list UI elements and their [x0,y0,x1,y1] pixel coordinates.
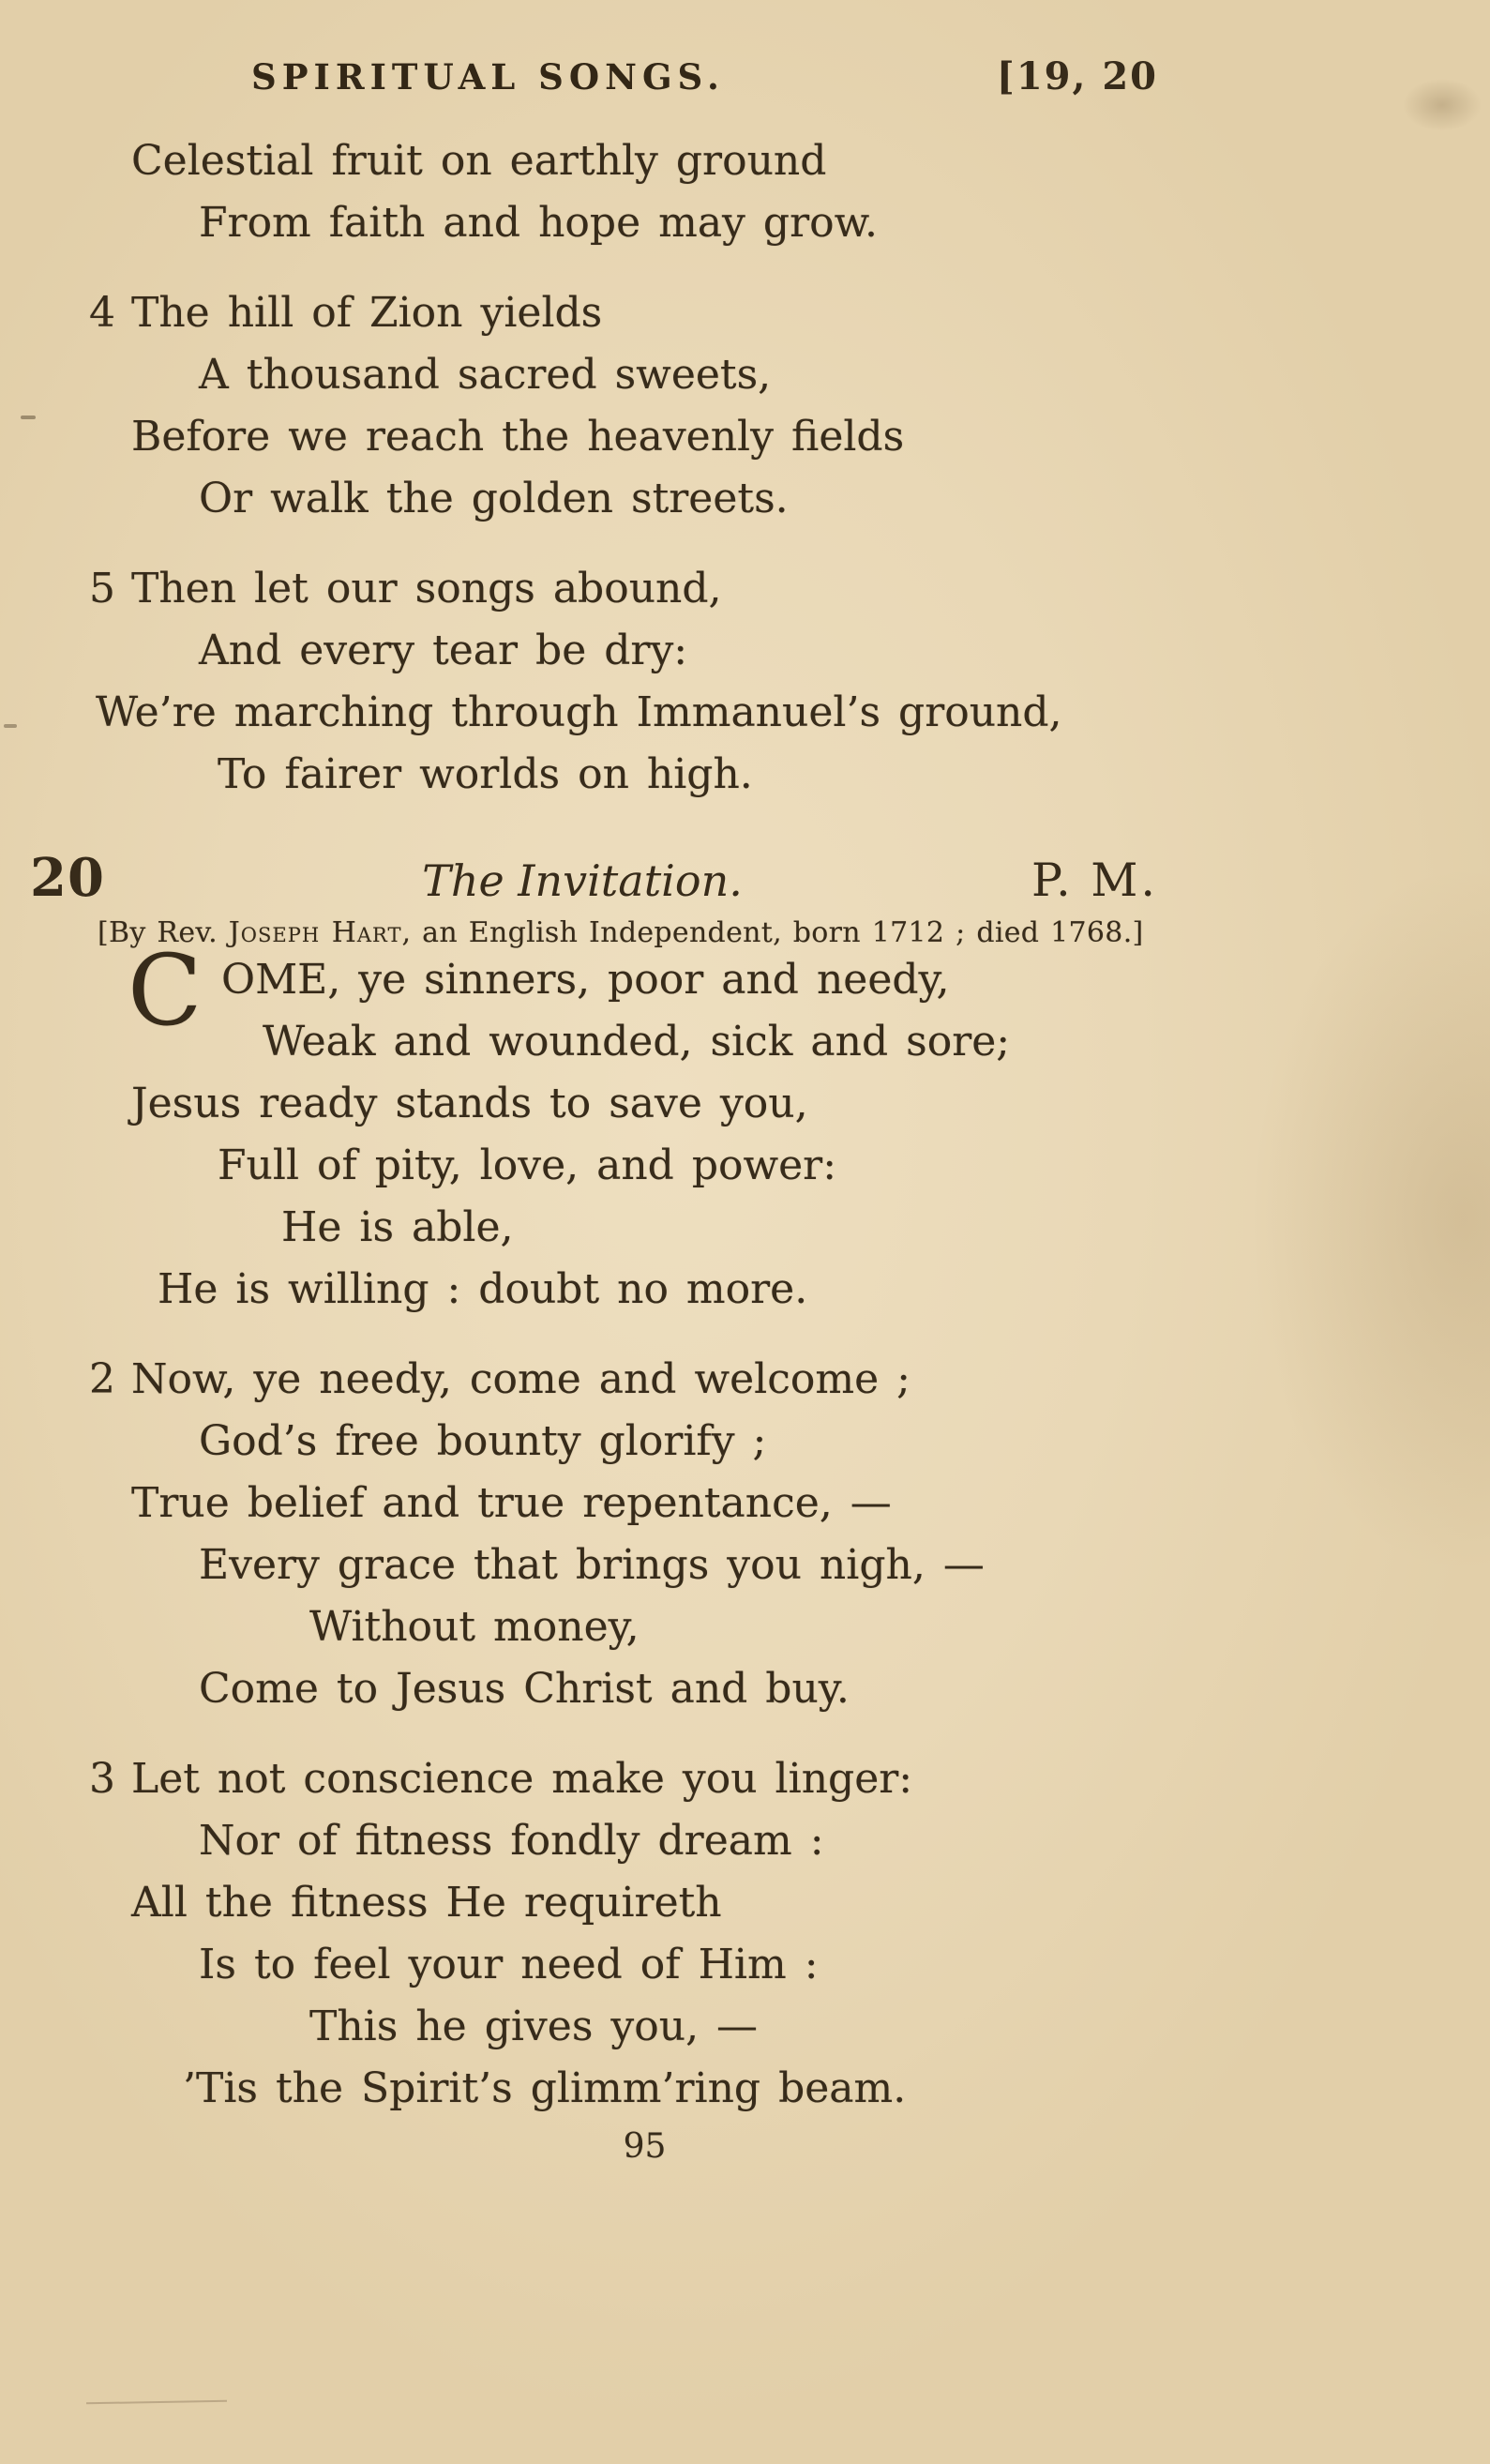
verse-line: Is to feel your need of Him : [199,1941,819,1988]
drop-cap-initial: C [128,933,203,1048]
verse-line: Weak and wounded, sick and sore; [263,1018,1011,1066]
verse-line [89,1748,1158,1810]
hymn-20-verses [89,933,1158,2120]
verse-line: ’Tis the Spirit’s glimm’ring beam. [183,2064,907,2112]
verse-line: Jesus ready stands to save you, [131,1080,808,1127]
verse-line: Without money, [309,1603,640,1651]
verse-line: And every tear be dry: [199,627,688,674]
verse-line: From faith and hope may grow. [199,199,879,247]
page-number: 95 [623,2127,667,2166]
verse-line: He is able, [281,1203,514,1251]
verse-line: Or walk the golden streets. [199,475,789,522]
verse-text: Let not conscience make you linger: [131,1755,913,1803]
stanza-number: 2 [89,1355,115,1403]
verse-line: We’re marching through Immanuel’s ground, [96,688,1062,736]
verse-text: Now, ye needy, come and welcome ; [131,1355,911,1403]
hymn-number: 20 [30,847,105,909]
hymn-meter: P. M. [1031,854,1158,907]
verse-line: A thousand sacred sweets, [199,351,772,399]
stanza [131,130,1158,254]
verse-line: This he gives you, — [309,2003,759,2050]
verse-line: Come to Jesus Christ and buy. [199,1665,850,1713]
stanza-4 [89,282,1158,530]
attribution-author-name: Joseph Hart [228,916,402,949]
verse-line: True belief and true repentance, — [131,1479,892,1527]
verse-line: He is willing : doubt no more. [158,1265,808,1313]
stanza-number: 3 [89,1755,115,1803]
verse-line: To fairer worlds on high. [218,750,753,798]
stanza-number: 4 [89,289,115,337]
verse-line: Every grace that brings you nigh, — [199,1541,985,1589]
verse-text: The hill of Zion yields [131,289,603,337]
stanza-3 [89,1748,1158,2120]
hymn-title: The Invitation. [422,855,743,906]
stanza-1 [128,933,1158,1321]
hymn-attribution [98,916,1158,949]
attribution-suffix: , an English Independent, born 1712 ; died 1768.] [401,916,1144,949]
attribution-prefix: [By Rev. [98,916,229,949]
hymn-20-header [30,847,1158,909]
verse-line: Before we reach the heavenly fields [131,413,905,461]
page-header-title: SPIRITUAL SONGS. [251,56,725,98]
stanza-5 [89,558,1158,806]
verse-text: Then let our songs abound, [131,565,722,612]
hymn-number-reference: [19, 20 [996,54,1158,98]
verse-line: Celestial fruit on earthly ground [131,137,827,185]
margin-mark [4,724,17,728]
verse-line [89,282,1158,344]
verse-line: Full of pity, love, and power: [218,1141,837,1189]
verse-line [89,558,1158,620]
stanza-2 [89,1349,1158,1720]
page-content [30,54,1158,2120]
margin-mark [21,416,36,419]
hymn-19-continuation [89,130,1158,806]
scan-artifact-line [86,2400,227,2405]
running-head [131,54,1158,98]
verse-line: God’s free bounty glorify ; [199,1417,767,1465]
verse-text: OME, ye sinners, poor and needy, [221,956,950,1004]
verse-line: Nor of fitness fondly dream : [199,1817,824,1865]
stanza-number: 5 [89,565,115,612]
verse-line [89,1349,1158,1411]
verse-line: All the fitness He requireth [131,1879,722,1927]
